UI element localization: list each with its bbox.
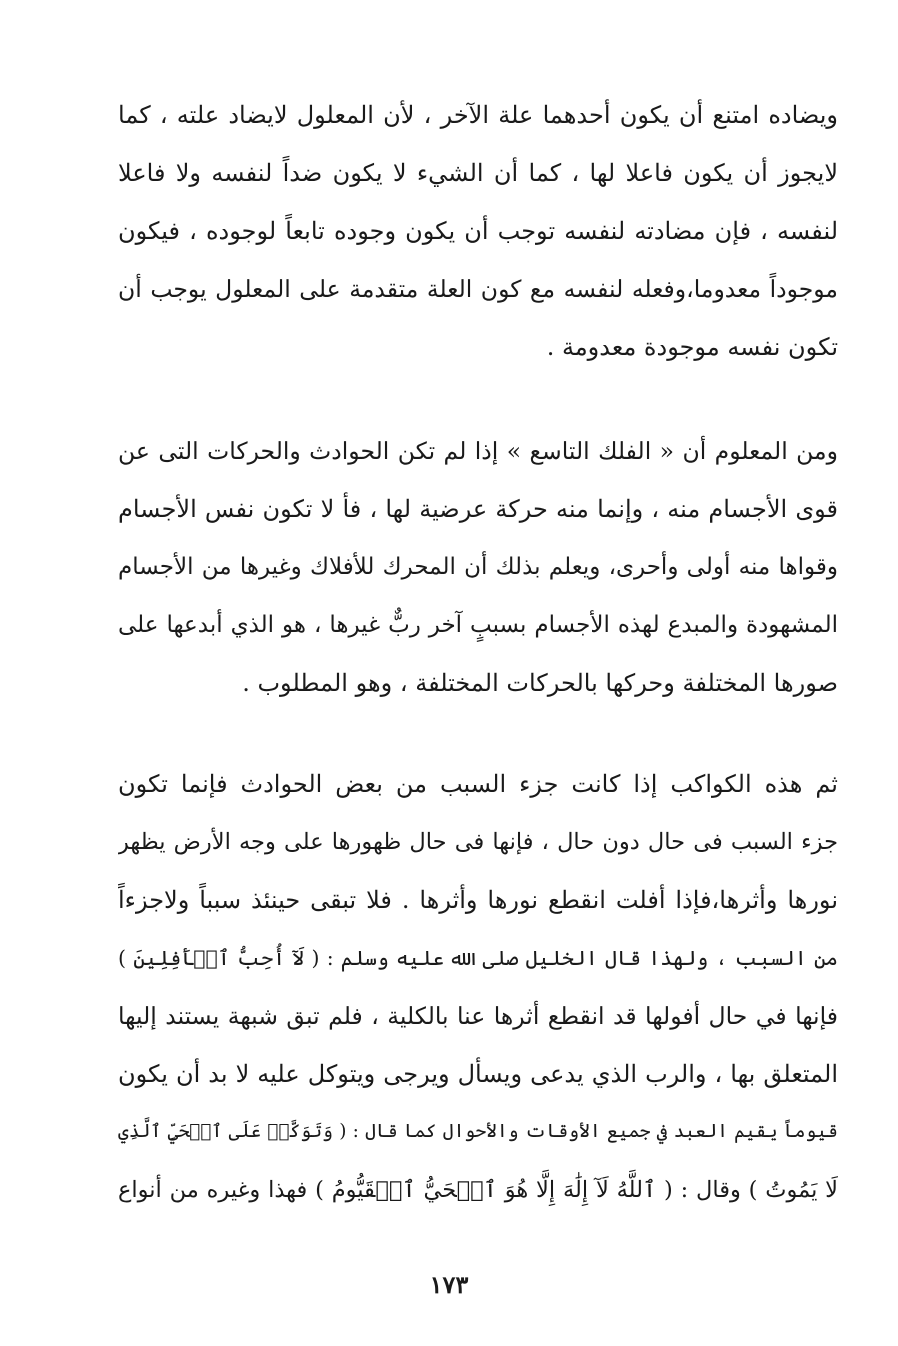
text-line: تكون نفسه موجودة معدومة . <box>546 333 838 361</box>
text-line: المتعلق بها ، والرب الذي يدعى ويسأل ويرجى ويتوكل عليه لا بد أن يكون <box>118 1060 838 1088</box>
text-line: قيوماً يقيم العبد في جميع الأوقات والأحوال كما قال : ( وَتَوَكَّلۡ عَلَى ٱلۡحَيِّ ٱلَّذِي <box>118 1121 838 1142</box>
text-line: قوى الأجسام منه ، وإنما منه حركة عرضية لها ، فأ لا تكون نفس الأجسام <box>118 495 838 523</box>
text-line: ومن المعلوم أن « الفلك التاسع » إذا لم تكن الحوادث والحركات التى عن <box>118 437 838 465</box>
text-line: لَا يَمُوتُ ) وقال : ( ٱللَّهُ لَآ إِلَٰهَ إِلَّا هُوَ ٱلۡحَيُّ ٱلۡقَيُّومُ ) فهذا وغيره من أنواع <box>118 1177 838 1203</box>
text-line: موجوداً معدوما،وفعله لنفسه مع كون العلة متقدمة على المعلول يوجب أن <box>118 275 838 303</box>
text-line: ثم هذه الكواكب إذا كانت جزء السبب من بعض الحوادث فإنما تكون <box>118 770 838 798</box>
text-line: صورها المختلفة وحركها بالحركات المختلفة ، وهو المطلوب . <box>242 669 838 697</box>
text-line: جزء السبب فى حال دون حال ، فإنها فى حال ظهورها على وجه الأرض يظهر <box>118 829 838 855</box>
paragraph-3 <box>118 755 838 1219</box>
paragraph-2 <box>118 422 838 712</box>
text-line: لايجوز أن يكون فاعلا لها ، كما أن الشيء لا يكون ضداً لنفسه ولا فاعلا <box>118 159 838 187</box>
text-line: نورها وأثرها،فإذا أفلت انقطع نورها وأثرها . فلا تبقى حينئذ سبباً ولاجزءاً <box>118 886 838 914</box>
text-line: فإنها في حال أفولها قد انقطع أثرها عنا بالكلية ، فلم تبق شبهة يستند إليها <box>118 1002 838 1030</box>
text-line: لنفسه ، فإن مضادته لنفسه توجب أن يكون وجوده تابعاً لوجوده ، فيكون <box>118 217 838 245</box>
text-line: المشهودة والمبدع لهذه الأجسام بسببٍ آخر ربٌّ غيرها ، هو الذي أبدعها على <box>118 612 838 638</box>
paragraph-1 <box>118 86 838 376</box>
text-line: وقواها منه أولى وأحرى، ويعلم بذلك أن المحرك للأفلاك وغيرها من الأجسام <box>118 554 838 580</box>
text-line: ويضاده امتنع أن يكون أحدهما علة الآخر ، لأن المعلول لايضاد علته ، كما <box>118 101 838 129</box>
text-line: من السبب ، ولهذا قال الخليل صلى الله عليه وسلم : ( لَآ أُحِبُّ ٱلۡأَفِلِينَ ) <box>118 946 838 970</box>
page-number: ١٧٣ <box>429 1270 469 1299</box>
